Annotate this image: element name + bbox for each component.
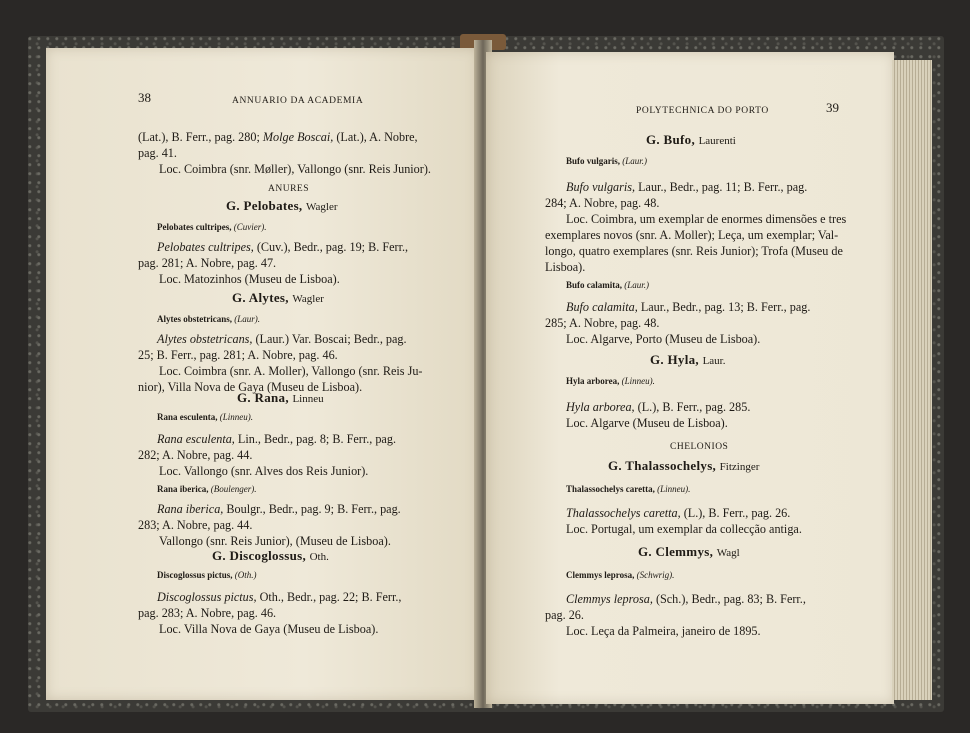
text-line: Loc. Coimbra, um exemplar de enormes dimensões e tres <box>566 212 847 226</box>
species-heading: Bufo vulgaris, (Laur.) <box>566 156 648 166</box>
text-line: Lisboa). <box>545 260 586 274</box>
text-line: Thalassochelys caretta, (L.), B. Ferr., pag. 26. <box>566 506 791 520</box>
section-heading: ANURES <box>268 184 310 194</box>
page-edges <box>892 60 932 700</box>
text-line: Discoglossus pictus, Oth., Bedr., pag. 22; B. Ferr., <box>157 590 402 604</box>
page-number: 38 <box>138 90 151 105</box>
text-line: Loc. Portugal, um exemplar da collecção antiga. <box>566 522 802 536</box>
genus-heading: G. Pelobates, Wagler <box>226 198 338 213</box>
text-line: Loc. Coimbra (snr. Møller), Vallongo (snr. Reis Junior). <box>159 162 431 176</box>
text-line: Bufo calamita, Laur., Bedr., pag. 13; B. Ferr., pag. <box>566 300 811 314</box>
genus-heading: G. Discoglossus, Oth. <box>212 548 329 563</box>
text-line: Alytes obstetricans, (Laur.) Var. Boscai; Bedr., pag. <box>157 332 407 346</box>
text-line: pag. 26. <box>545 608 584 622</box>
page-number: 39 <box>826 100 839 115</box>
genus-heading: G. Rana, Linneu <box>237 390 324 405</box>
text-line: nior), Villa Nova de Gaya (Museu de Lisboa). <box>138 380 363 394</box>
text-line: Vallongo (snr. Reis Junior), (Museu de Lisboa). <box>159 534 391 548</box>
species-heading: Hyla arborea, (Linneu). <box>566 376 655 386</box>
text-line: Loc. Coimbra (snr. A. Moller), Vallongo (snr. Reis Ju- <box>159 364 423 378</box>
text-line: Loc. Leça da Palmeira, janeiro de 1895. <box>566 624 761 638</box>
text-line: Loc. Villa Nova de Gaya (Museu de Lisboa). <box>159 622 379 636</box>
species-heading: Clemmys leprosa, (Schwrig). <box>566 570 675 580</box>
text-line: pag. 41. <box>138 146 177 160</box>
running-head: ANNUARIO DA ACADEMIA <box>232 96 364 106</box>
genus-heading: G. Clemmys, Wagl <box>638 544 740 559</box>
species-heading: Bufo calamita, (Laur.) <box>566 280 650 290</box>
text-line: exemplares novos (snr. A. Moller); Leça, um exemplar; Val- <box>545 228 839 242</box>
species-heading: Rana esculenta, (Linneu). <box>157 412 253 422</box>
text-line: 283; A. Nobre, pag. 44. <box>138 518 253 532</box>
genus-heading: G. Thalassochelys, Fitzinger <box>608 458 760 473</box>
running-head: POLYTECHNICA DO PORTO <box>636 106 769 116</box>
section-heading: CHELONIOS <box>670 442 729 452</box>
text-line: longo, quatro exemplares (snr. Reis Junior); Trofa (Museu de <box>545 244 843 258</box>
species-heading: Rana iberica, (Boulenger). <box>157 484 257 494</box>
text-line: Loc. Matozinhos (Museu de Lisboa). <box>159 272 340 286</box>
right-page <box>486 52 894 704</box>
text-line: 284; A. Nobre, pag. 48. <box>545 196 660 210</box>
species-heading: Alytes obstetricans, (Laur). <box>157 314 261 324</box>
left-page <box>46 48 478 700</box>
text-line: Hyla arborea, (L.), B. Ferr., pag. 285. <box>566 400 751 414</box>
species-heading: Discoglossus pictus, (Oth.) <box>157 570 257 580</box>
text-line: Pelobates cultripes, (Cuv.), Bedr., pag. 19; B. Ferr., <box>157 240 409 254</box>
text-line: pag. 283; A. Nobre, pag. 46. <box>138 606 277 620</box>
species-heading: Thalassochelys caretta, (Linneu). <box>566 484 691 494</box>
text-line: Loc. Algarve, Porto (Museu de Lisboa). <box>566 332 761 346</box>
text-line: 282; A. Nobre, pag. 44. <box>138 448 253 462</box>
text-line: Rana esculenta, Lin., Bedr., pag. 8; B. Ferr., pag. <box>157 432 396 446</box>
text-line: Bufo vulgaris, Laur., Bedr., pag. 11; B. Ferr., pag. <box>566 180 808 194</box>
genus-heading: G. Bufo, Laurenti <box>646 132 736 147</box>
text-line: 25; B. Ferr., pag. 281; A. Nobre, pag. 46. <box>138 348 338 362</box>
genus-heading: G. Alytes, Wagler <box>232 290 324 305</box>
genus-heading: G. Hyla, Laur. <box>650 352 726 367</box>
species-heading: Pelobates cultripes, (Cuvier). <box>157 222 267 232</box>
text-line: (Lat.), B. Ferr., pag. 280; Molge Boscai, (Lat.), A. Nobre, <box>138 130 418 144</box>
text-line: Rana iberica, Boulgr., Bedr., pag. 9; B. Ferr., pag. <box>157 502 401 516</box>
text-line: pag. 281; A. Nobre, pag. 47. <box>138 256 277 270</box>
text-line: Loc. Vallongo (snr. Alves dos Reis Junior). <box>159 464 369 478</box>
text-line: Loc. Algarve (Museu de Lisboa). <box>566 416 728 430</box>
text-line: Clemmys leprosa, (Sch.), Bedr., pag. 83; B. Ferr., <box>566 592 806 606</box>
text-line: 285; A. Nobre, pag. 48. <box>545 316 660 330</box>
